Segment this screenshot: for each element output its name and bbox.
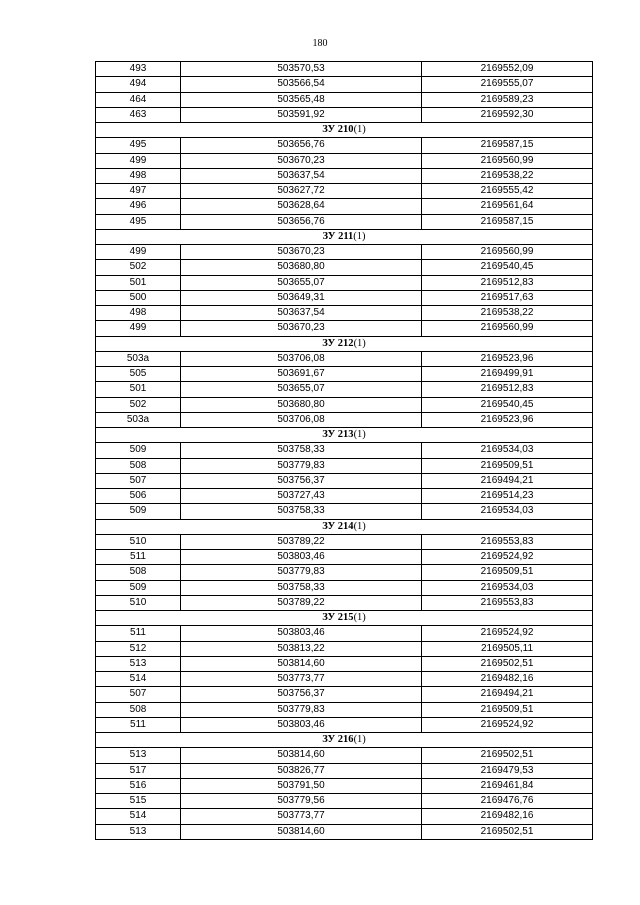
point-number-cell: 511 <box>96 626 181 641</box>
section-title <box>96 123 593 138</box>
point-number-cell: 502 <box>96 260 181 275</box>
x-coordinate-cell: 503803,46 <box>181 626 422 641</box>
y-coordinate-cell: 2169482,16 <box>422 672 593 687</box>
x-coordinate-cell: 503789,22 <box>181 595 422 610</box>
section-header-row <box>96 428 593 443</box>
table-row <box>96 458 593 473</box>
section-title-suffix: (1) <box>353 612 366 624</box>
point-number-cell: 494 <box>96 77 181 92</box>
table-row <box>96 62 593 77</box>
y-coordinate-cell: 2169540,45 <box>422 260 593 275</box>
table-row <box>96 626 593 641</box>
y-coordinate-cell: 2169524,92 <box>422 626 593 641</box>
point-number-cell: 516 <box>96 778 181 793</box>
x-coordinate-cell: 503758,33 <box>181 580 422 595</box>
x-coordinate-cell: 503756,37 <box>181 687 422 702</box>
section-title <box>96 336 593 351</box>
y-coordinate-cell: 2169461,84 <box>422 778 593 793</box>
table-row <box>96 214 593 229</box>
table-row <box>96 412 593 427</box>
section-title <box>96 428 593 443</box>
x-coordinate-cell: 503670,23 <box>181 245 422 260</box>
section-header-row <box>96 611 593 626</box>
point-number-cell: 498 <box>96 168 181 183</box>
point-number-cell: 503а <box>96 412 181 427</box>
y-coordinate-cell: 2169502,51 <box>422 656 593 671</box>
y-coordinate-cell: 2169499,91 <box>422 367 593 382</box>
point-number-cell: 507 <box>96 473 181 488</box>
section-title-text: ЗУ 214 <box>322 520 354 532</box>
y-coordinate-cell: 2169509,51 <box>422 458 593 473</box>
y-coordinate-cell: 2169509,51 <box>422 565 593 580</box>
table-row <box>96 367 593 382</box>
section-title-suffix: (1) <box>353 230 366 242</box>
section-header-row <box>96 229 593 244</box>
y-coordinate-cell: 2169560,99 <box>422 245 593 260</box>
point-number-cell: 502 <box>96 397 181 412</box>
coordinates-table-body <box>96 62 593 840</box>
y-coordinate-cell: 2169552,09 <box>422 62 593 77</box>
table-row <box>96 107 593 122</box>
section-title-suffix: (1) <box>353 429 366 441</box>
section-title-suffix: (1) <box>353 337 366 349</box>
section-title <box>96 229 593 244</box>
x-coordinate-cell: 503773,77 <box>181 672 422 687</box>
x-coordinate-cell: 503773,77 <box>181 809 422 824</box>
point-number-cell: 505 <box>96 367 181 382</box>
y-coordinate-cell: 2169502,51 <box>422 748 593 763</box>
x-coordinate-cell: 503779,83 <box>181 458 422 473</box>
x-coordinate-cell: 503706,08 <box>181 351 422 366</box>
point-number-cell: 509 <box>96 580 181 595</box>
x-coordinate-cell: 503656,76 <box>181 214 422 229</box>
page-number: 180 <box>312 38 328 49</box>
x-coordinate-cell: 503758,33 <box>181 504 422 519</box>
x-coordinate-cell: 503637,54 <box>181 168 422 183</box>
table-row <box>96 824 593 839</box>
point-number-cell: 512 <box>96 641 181 656</box>
y-coordinate-cell: 2169555,07 <box>422 77 593 92</box>
y-coordinate-cell: 2169538,22 <box>422 306 593 321</box>
table-row <box>96 351 593 366</box>
y-coordinate-cell: 2169479,53 <box>422 763 593 778</box>
y-coordinate-cell: 2169524,92 <box>422 717 593 732</box>
y-coordinate-cell: 2169482,16 <box>422 809 593 824</box>
y-coordinate-cell: 2169534,03 <box>422 504 593 519</box>
point-number-cell: 498 <box>96 306 181 321</box>
x-coordinate-cell: 503779,83 <box>181 702 422 717</box>
x-coordinate-cell: 503727,43 <box>181 489 422 504</box>
point-number-cell: 464 <box>96 92 181 107</box>
y-coordinate-cell: 2169560,99 <box>422 153 593 168</box>
section-title <box>96 611 593 626</box>
point-number-cell: 510 <box>96 534 181 549</box>
y-coordinate-cell: 2169534,03 <box>422 443 593 458</box>
x-coordinate-cell: 503803,46 <box>181 717 422 732</box>
x-coordinate-cell: 503627,72 <box>181 184 422 199</box>
point-number-cell: 511 <box>96 717 181 732</box>
point-number-cell: 508 <box>96 702 181 717</box>
table-row <box>96 443 593 458</box>
x-coordinate-cell: 503566,54 <box>181 77 422 92</box>
y-coordinate-cell: 2169587,15 <box>422 214 593 229</box>
y-coordinate-cell: 2169587,15 <box>422 138 593 153</box>
point-number-cell: 514 <box>96 672 181 687</box>
table-row <box>96 550 593 565</box>
table-row <box>96 473 593 488</box>
section-title-text: ЗУ 212 <box>322 337 354 349</box>
x-coordinate-cell: 503791,50 <box>181 778 422 793</box>
point-number-cell: 515 <box>96 794 181 809</box>
y-coordinate-cell: 2169523,96 <box>422 412 593 427</box>
table-row <box>96 778 593 793</box>
x-coordinate-cell: 503803,46 <box>181 550 422 565</box>
y-coordinate-cell: 2169512,83 <box>422 382 593 397</box>
x-coordinate-cell: 503628,64 <box>181 199 422 214</box>
table-row <box>96 397 593 412</box>
section-header-row <box>96 336 593 351</box>
table-row <box>96 565 593 580</box>
point-number-cell: 513 <box>96 656 181 671</box>
section-title <box>96 733 593 748</box>
x-coordinate-cell: 503779,56 <box>181 794 422 809</box>
table-row <box>96 168 593 183</box>
x-coordinate-cell: 503680,80 <box>181 260 422 275</box>
section-header-row <box>96 733 593 748</box>
point-number-cell: 493 <box>96 62 181 77</box>
table-row <box>96 763 593 778</box>
point-number-cell: 495 <box>96 214 181 229</box>
y-coordinate-cell: 2169553,83 <box>422 534 593 549</box>
x-coordinate-cell: 503637,54 <box>181 306 422 321</box>
table-row <box>96 794 593 809</box>
section-header-row <box>96 519 593 534</box>
x-coordinate-cell: 503565,48 <box>181 92 422 107</box>
coordinates-table <box>95 61 593 840</box>
point-number-cell: 496 <box>96 199 181 214</box>
x-coordinate-cell: 503570,53 <box>181 62 422 77</box>
x-coordinate-cell: 503655,07 <box>181 382 422 397</box>
y-coordinate-cell: 2169534,03 <box>422 580 593 595</box>
section-title-text: ЗУ 211 <box>322 230 354 242</box>
point-number-cell: 509 <box>96 443 181 458</box>
table-row <box>96 748 593 763</box>
table-row <box>96 687 593 702</box>
x-coordinate-cell: 503691,67 <box>181 367 422 382</box>
table-row <box>96 306 593 321</box>
point-number-cell: 499 <box>96 245 181 260</box>
table-row <box>96 641 593 656</box>
y-coordinate-cell: 2169505,11 <box>422 641 593 656</box>
table-row <box>96 290 593 305</box>
x-coordinate-cell: 503789,22 <box>181 534 422 549</box>
section-title-text: ЗУ 210 <box>322 124 354 136</box>
y-coordinate-cell: 2169494,21 <box>422 687 593 702</box>
point-number-cell: 508 <box>96 565 181 580</box>
point-number-cell: 495 <box>96 138 181 153</box>
x-coordinate-cell: 503756,37 <box>181 473 422 488</box>
section-title-text: ЗУ 213 <box>322 429 354 441</box>
y-coordinate-cell: 2169512,83 <box>422 275 593 290</box>
x-coordinate-cell: 503656,76 <box>181 138 422 153</box>
point-number-cell: 506 <box>96 489 181 504</box>
table-row <box>96 656 593 671</box>
table-row <box>96 580 593 595</box>
section-title-suffix: (1) <box>353 124 366 136</box>
x-coordinate-cell: 503680,80 <box>181 397 422 412</box>
point-number-cell: 510 <box>96 595 181 610</box>
table-row <box>96 534 593 549</box>
point-number-cell: 501 <box>96 275 181 290</box>
x-coordinate-cell: 503591,92 <box>181 107 422 122</box>
x-coordinate-cell: 503814,60 <box>181 748 422 763</box>
table-row <box>96 595 593 610</box>
y-coordinate-cell: 2169476,76 <box>422 794 593 809</box>
point-number-cell: 500 <box>96 290 181 305</box>
table-row <box>96 199 593 214</box>
y-coordinate-cell: 2169494,21 <box>422 473 593 488</box>
table-row <box>96 138 593 153</box>
x-coordinate-cell: 503670,23 <box>181 153 422 168</box>
y-coordinate-cell: 2169555,42 <box>422 184 593 199</box>
table-row <box>96 275 593 290</box>
point-number-cell: 517 <box>96 763 181 778</box>
table-row <box>96 260 593 275</box>
y-coordinate-cell: 2169514,23 <box>422 489 593 504</box>
point-number-cell: 503а <box>96 351 181 366</box>
y-coordinate-cell: 2169524,92 <box>422 550 593 565</box>
x-coordinate-cell: 503813,22 <box>181 641 422 656</box>
table-row <box>96 184 593 199</box>
y-coordinate-cell: 2169561,64 <box>422 199 593 214</box>
table-row <box>96 809 593 824</box>
table-row <box>96 489 593 504</box>
point-number-cell: 511 <box>96 550 181 565</box>
section-title-suffix: (1) <box>353 734 366 746</box>
x-coordinate-cell: 503670,23 <box>181 321 422 336</box>
point-number-cell: 463 <box>96 107 181 122</box>
point-number-cell: 509 <box>96 504 181 519</box>
table-row <box>96 717 593 732</box>
y-coordinate-cell: 2169592,30 <box>422 107 593 122</box>
section-title <box>96 519 593 534</box>
point-number-cell: 513 <box>96 824 181 839</box>
section-title-text: ЗУ 216 <box>322 734 354 746</box>
x-coordinate-cell: 503779,83 <box>181 565 422 580</box>
y-coordinate-cell: 2169553,83 <box>422 595 593 610</box>
section-title-suffix: (1) <box>353 520 366 532</box>
table-row <box>96 245 593 260</box>
x-coordinate-cell: 503826,77 <box>181 763 422 778</box>
table-row <box>96 672 593 687</box>
y-coordinate-cell: 2169560,99 <box>422 321 593 336</box>
y-coordinate-cell: 2169523,96 <box>422 351 593 366</box>
y-coordinate-cell: 2169540,45 <box>422 397 593 412</box>
point-number-cell: 501 <box>96 382 181 397</box>
x-coordinate-cell: 503758,33 <box>181 443 422 458</box>
x-coordinate-cell: 503649,31 <box>181 290 422 305</box>
point-number-cell: 497 <box>96 184 181 199</box>
point-number-cell: 499 <box>96 321 181 336</box>
y-coordinate-cell: 2169538,22 <box>422 168 593 183</box>
y-coordinate-cell: 2169502,51 <box>422 824 593 839</box>
table-row <box>96 92 593 107</box>
table-row <box>96 504 593 519</box>
x-coordinate-cell: 503814,60 <box>181 656 422 671</box>
y-coordinate-cell: 2169517,63 <box>422 290 593 305</box>
table-row <box>96 153 593 168</box>
point-number-cell: 513 <box>96 748 181 763</box>
x-coordinate-cell: 503655,07 <box>181 275 422 290</box>
point-number-cell: 499 <box>96 153 181 168</box>
y-coordinate-cell: 2169589,23 <box>422 92 593 107</box>
point-number-cell: 514 <box>96 809 181 824</box>
table-row <box>96 702 593 717</box>
table-row <box>96 77 593 92</box>
point-number-cell: 507 <box>96 687 181 702</box>
x-coordinate-cell: 503814,60 <box>181 824 422 839</box>
section-title-text: ЗУ 215 <box>322 612 354 624</box>
section-header-row <box>96 123 593 138</box>
y-coordinate-cell: 2169509,51 <box>422 702 593 717</box>
point-number-cell: 508 <box>96 458 181 473</box>
x-coordinate-cell: 503706,08 <box>181 412 422 427</box>
table-row <box>96 382 593 397</box>
table-row <box>96 321 593 336</box>
